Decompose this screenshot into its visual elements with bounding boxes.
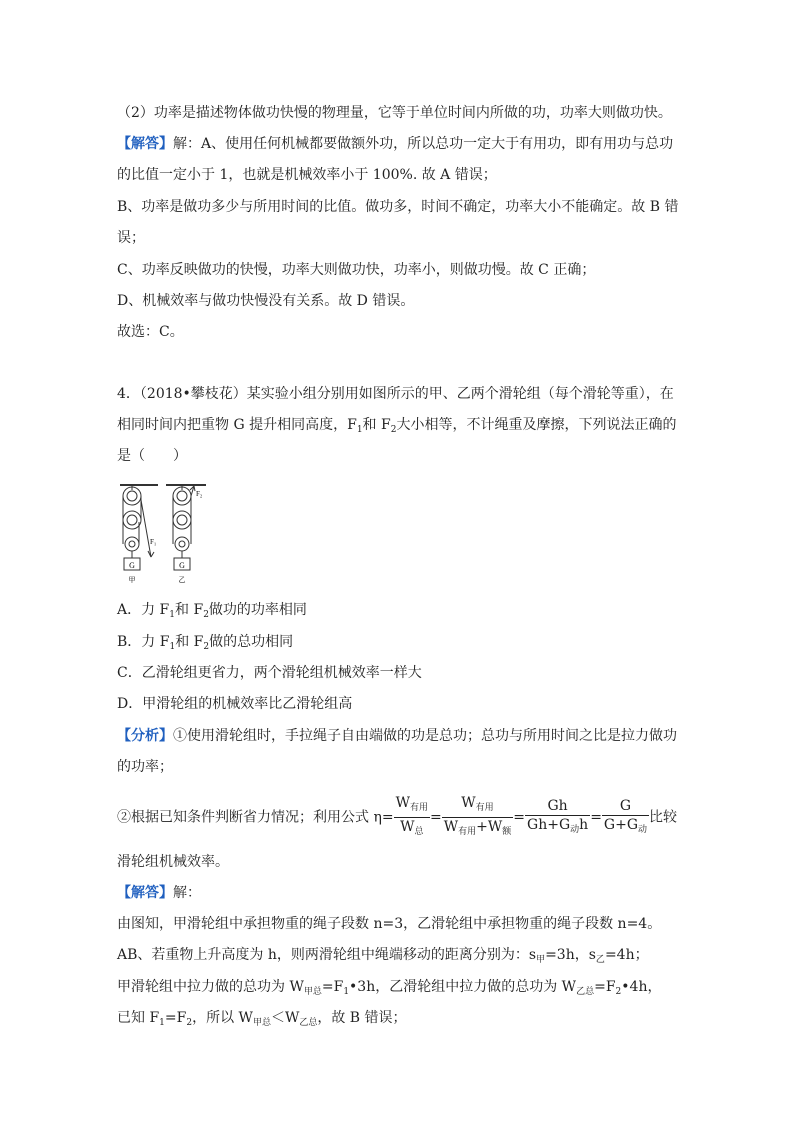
caption-jia: 甲	[128, 576, 136, 584]
analysis-tag: 【分析】	[117, 728, 173, 744]
pulley-jia-low	[125, 537, 139, 551]
pulley-yi-mid-inner	[177, 515, 187, 525]
answer-head: 【解答】解：	[117, 885, 201, 901]
question-4-line-2: 相同时间内把重物 G 提升相同高度，$F_1$和 $F_2$大小相等，不计绳重及摩擦，下列说法正确的	[117, 417, 677, 435]
solution-line-4: 已知 $F_1=F_2$，所以 $W_{甲总}<W_{乙总}$，故 B 错误；	[117, 1010, 407, 1028]
analysis-line-2: 的功率；	[117, 759, 173, 775]
pulley-jia-top-inner	[127, 491, 137, 501]
force-label-f1: F₁	[150, 538, 157, 546]
option-c-explain: C、功率反映做功的快慢，功率大则做功快，功率小，则做功慢。故 C 正确；	[117, 262, 596, 278]
pulley-jia-mid	[123, 511, 141, 529]
weight-label-yi: G	[179, 561, 185, 570]
option-d: D．甲滑轮组的机械效率比乙滑轮组高	[117, 696, 353, 712]
intro-line: （2）功率是描述物体做功快慢的物理量，它等于单位时间内所做的功，功率大则做功快。	[117, 105, 672, 121]
option-c: C．乙滑轮组更省力，两个滑轮组机械效率一样大	[117, 665, 422, 681]
efficiency-line: 滑轮组机械效率。	[117, 854, 229, 870]
pulley-yi-low	[175, 537, 189, 551]
weight-label-jia: G	[129, 561, 135, 570]
pulley-jia-low-inner	[129, 541, 135, 547]
option-b: B．力 $F_1$和 $F_2$做的总功相同	[117, 634, 294, 652]
caption-yi: 乙	[178, 576, 186, 584]
choice-line: 故选：C。	[117, 324, 184, 340]
pulley-yi-low-inner	[179, 541, 185, 547]
solution-line-2: AB、若重物上升高度为 h，则两滑轮组中绳端移动的距离分别为：$s_甲=3h$，$s_乙=4h$；	[117, 947, 649, 965]
answer-line-1: 【解答】解：A、使用任何机械都要做额外功，所以总功一定大于有用功，即有用功与总功	[117, 136, 674, 152]
analysis-line-1: 【分析】①使用滑轮组时，手拉绳子自由端做的功是总功；总功与所用时间之比是拉力做功	[117, 728, 677, 744]
frac-3: $\frac{Gh}{Gh+G_动h}$	[527, 797, 589, 835]
pulley-jia-mid-inner	[127, 515, 137, 525]
formula-line: ②根据已知条件判断省力情况；利用公式 η= $\frac{W_{有用}}{W_总}$ = $\frac{W_{有用}}{W_{有用}+W_额}$ = $\frac{Gh}{Gh+G_动h}$ = $\frac{G}{G+G_动}$ 比较	[117, 794, 677, 841]
option-b-explain-2: 误；	[117, 230, 145, 246]
frac-4: $\frac{G}{G+G_动}$	[603, 797, 648, 835]
option-a: A．力 $F_1$和 $F_2$做功的功率相同	[117, 602, 307, 620]
option-b-explain-1: B、功率是做功多少与所用时间的比值。做功多，时间不确定，功率大小不能确定。故 B 错	[117, 199, 679, 215]
question-4-line-1: 4．（2018•攀枝花）某实验小组分别用如图所示的甲、乙两个滑轮组（每个滑轮等重），在	[117, 386, 674, 402]
solution-line-3: 甲滑轮组中拉力做的总功为 $W_{甲总}=F_1•3h$，乙滑轮组中拉力做的总功为 $W_{乙总}=F_2•4h$，	[117, 979, 662, 997]
solution-line-1: 由图知，甲滑轮组中承担物重的绳子段数 n=3，乙滑轮组中承担物重的绳子段数 n=4。	[117, 916, 662, 932]
pulley-yi-mid	[173, 511, 191, 529]
pulley-yi-top-inner	[177, 491, 187, 501]
frac-1: $\frac{W_{有用}}{W_总}$	[395, 795, 428, 837]
question-4-line-3: 是（ ）	[117, 448, 187, 464]
frac-2: $\frac{W_{有用}}{W_{有用}+W_额}$	[443, 795, 512, 837]
pulley-figure	[118, 482, 210, 586]
answer-line-2: 的比值一定小于 1，也就是机械效率小于 100%. 故 A 错误；	[117, 167, 497, 183]
answer-tag: 【解答】	[117, 136, 173, 152]
option-d-explain: D、机械效率与做功快慢没有关系。故 D 错误。	[117, 293, 415, 309]
pulley-diagram	[118, 482, 210, 586]
force-label-f2: F₂	[196, 490, 203, 498]
